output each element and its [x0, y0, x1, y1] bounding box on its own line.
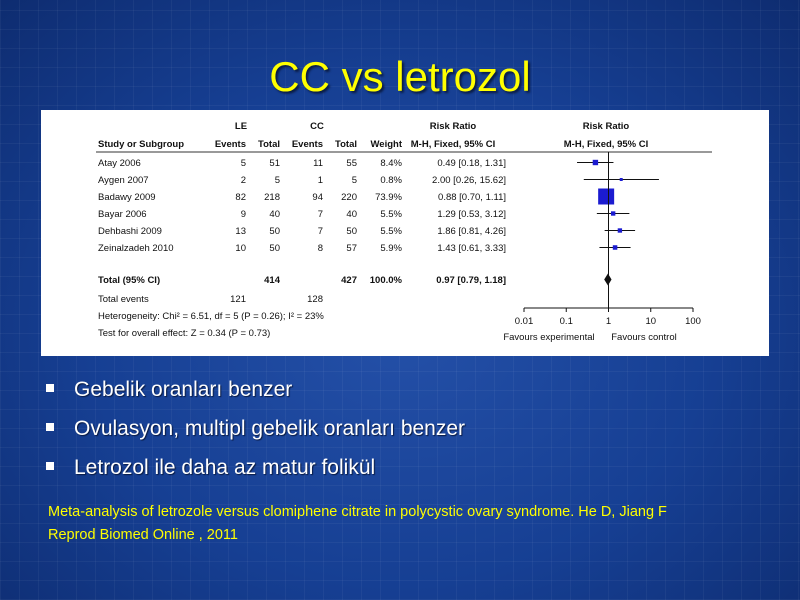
study-point-estimate: [620, 178, 623, 181]
study-point-estimate: [618, 228, 622, 232]
forest-plot-svg: [41, 110, 769, 356]
total-events-le: 121: [230, 294, 246, 305]
header-cc-total: Total: [335, 139, 357, 150]
square-bullet-icon: [46, 423, 54, 431]
study-risk-ratio: 0.49 [0.18, 1.31]: [437, 158, 506, 169]
bullet-text: Ovulasyon, multipl gebelik oranları benzer: [74, 417, 466, 440]
study-le-total: 50: [269, 226, 280, 237]
study-point-estimate: [613, 245, 618, 250]
study-le-events: 5: [240, 158, 246, 169]
study-name: Aygen 2007: [98, 175, 149, 186]
slide-title: CC vs letrozol: [269, 53, 531, 100]
study-weight: 0.8%: [380, 175, 402, 186]
overall-effect-text: Test for overall effect: Z = 0.34 (P = 0.73): [98, 328, 271, 339]
study-cc-total: 55: [346, 158, 357, 169]
citation: [48, 501, 768, 547]
study-risk-ratio: 2.00 [0.26, 15.62]: [432, 175, 506, 186]
study-risk-ratio: 1.29 [0.53, 3.12]: [437, 209, 506, 220]
study-le-total: 5: [274, 175, 280, 186]
favours-experimental-label: Favours experimental: [503, 332, 595, 343]
x-axis-tick-label: 10: [645, 316, 657, 327]
header-le-events: Events: [214, 139, 246, 150]
header-cc: CC: [310, 121, 324, 132]
study-cc-total: 50: [346, 226, 357, 237]
header-risk-ratio-plot: Risk Ratio: [582, 121, 630, 132]
study-le-events: 9: [240, 209, 246, 220]
study-le-events: 82: [235, 192, 246, 203]
bullet-text: Letrozol ile daha az matur folikül: [74, 456, 376, 479]
study-point-estimate: [593, 160, 598, 165]
study-le-total: 40: [269, 209, 280, 220]
square-bullet-icon: [46, 462, 54, 470]
x-axis-tick-label: 1: [605, 316, 612, 327]
study-cc-events: 7: [317, 209, 323, 220]
header-risk-ratio: Risk Ratio: [429, 121, 477, 132]
x-axis-tick-label: 0.1: [559, 316, 573, 327]
header-le-total: Total: [258, 139, 280, 150]
study-le-total: 50: [269, 243, 280, 254]
total-risk-ratio: 0.97 [0.79, 1.18]: [436, 275, 506, 286]
x-axis-tick-label: 100: [685, 316, 701, 327]
total-diamond: [604, 274, 611, 286]
header-le: LE: [234, 121, 248, 132]
study-weight: 5.5%: [380, 209, 402, 220]
study-weight: 5.5%: [380, 226, 402, 237]
study-name: Dehbashi 2009: [98, 226, 162, 237]
total-weight: 100.0%: [369, 275, 402, 286]
study-le-events: 2: [240, 175, 246, 186]
study-cc-events: 1: [317, 175, 323, 186]
total-cc-total: 427: [341, 275, 357, 286]
x-axis-tick-label: 0.01: [514, 316, 534, 327]
study-cc-events: 8: [317, 243, 323, 254]
bullet-list: [44, 370, 465, 487]
study-cc-events: 94: [312, 192, 323, 203]
study-risk-ratio: 1.86 [0.81, 4.26]: [437, 226, 506, 237]
study-cc-total: 40: [346, 209, 357, 220]
total-events-cc: 128: [307, 294, 323, 305]
study-name: Badawy 2009: [98, 192, 156, 203]
study-name: Bayar 2006: [98, 209, 147, 220]
favours-control-label: Favours control: [611, 332, 677, 343]
study-le-total: 218: [264, 192, 280, 203]
header-method-plot: M-H, Fixed, 95% CI: [563, 139, 649, 150]
study-cc-total: 5: [351, 175, 357, 186]
bullet-item: [44, 409, 465, 448]
bullet-item: [44, 370, 465, 409]
study-point-estimate: [611, 211, 615, 215]
header-weight: Weight: [370, 139, 402, 150]
study-name: Zeinalzadeh 2010: [98, 243, 174, 254]
total-le-total: 414: [264, 275, 280, 286]
header-method: M-H, Fixed, 95% CI: [410, 139, 496, 150]
header-cc-events: Events: [291, 139, 323, 150]
citation-line: Reprod Biomed Online , 2011: [48, 527, 238, 543]
study-weight: 8.4%: [380, 158, 402, 169]
study-risk-ratio: 1.43 [0.61, 3.33]: [437, 243, 506, 254]
study-le-total: 51: [269, 158, 280, 169]
square-bullet-icon: [46, 384, 54, 392]
study-cc-events: 7: [317, 226, 323, 237]
study-cc-events: 11: [313, 158, 323, 169]
study-point-estimate: [598, 189, 614, 205]
forest-plot-figure: [41, 110, 769, 356]
citation-line: Meta-analysis of letrozole versus clomiphene citrate in polycystic ovary syndrome. He D, Jiang F: [48, 504, 667, 520]
total-label: Total (95% CI): [98, 275, 161, 286]
total-events-label: Total events: [98, 294, 149, 305]
bullet-item: [44, 448, 465, 487]
study-weight: 5.9%: [380, 243, 402, 254]
study-name: Atay 2006: [98, 158, 141, 169]
study-le-events: 10: [235, 243, 246, 254]
bullet-text: Gebelik oranları benzer: [74, 378, 293, 401]
study-le-events: 13: [235, 226, 246, 237]
study-cc-total: 220: [341, 192, 357, 203]
heterogeneity-text: Heterogeneity: Chi² = 6.51, df = 5 (P = 0.26); I² = 23%: [98, 311, 324, 322]
study-weight: 73.9%: [375, 192, 402, 203]
study-risk-ratio: 0.88 [0.70, 1.11]: [438, 192, 506, 203]
header-study: Study or Subgroup: [98, 139, 185, 150]
study-cc-total: 57: [346, 243, 357, 254]
